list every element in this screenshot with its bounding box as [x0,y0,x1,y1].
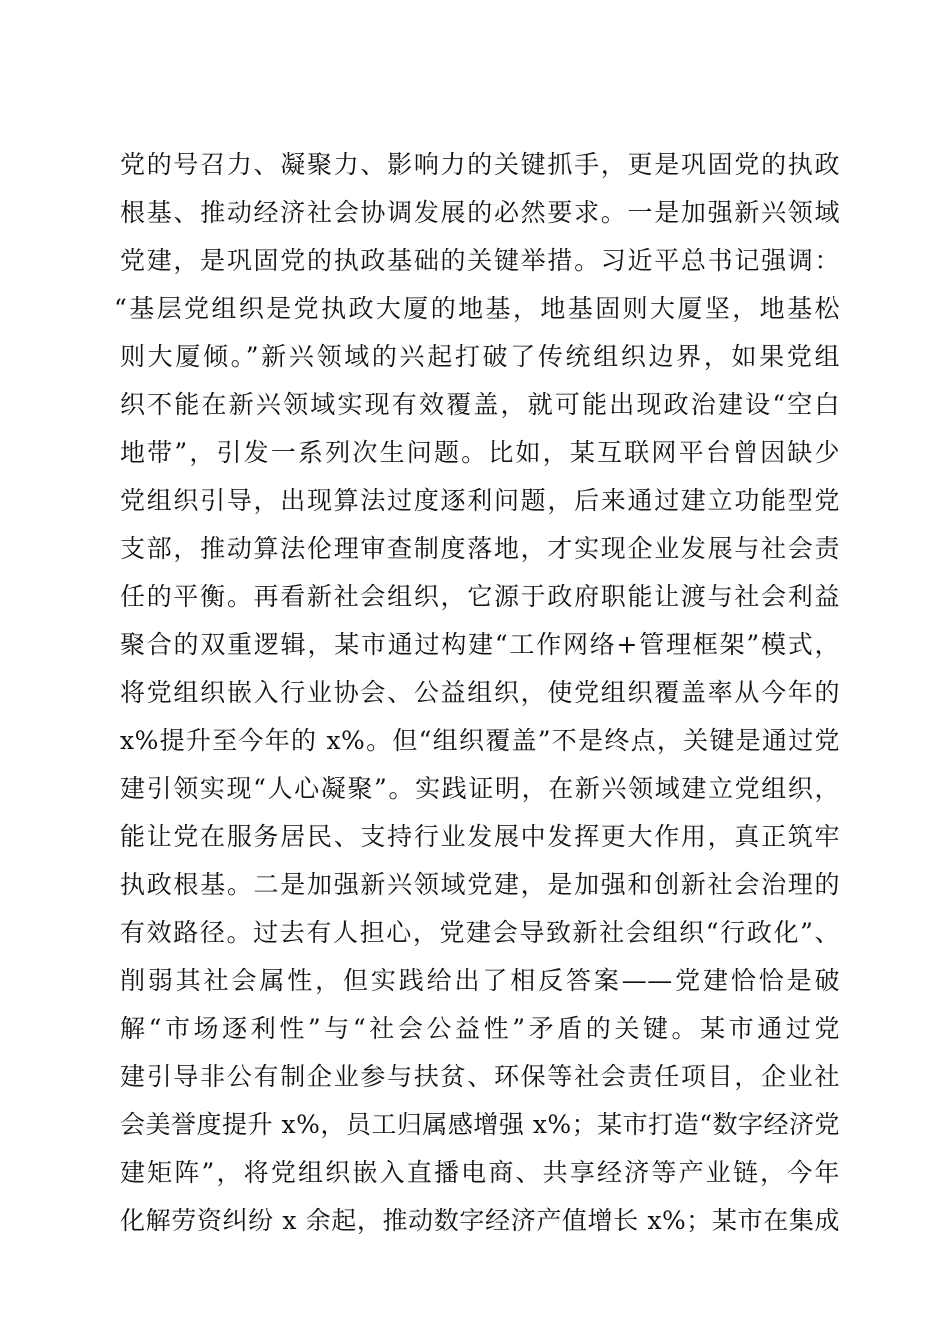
text-line-23: 化解劳资纠纷 x 余起，推动数字经济产值增长 x%；某市在集成 [120,1206,840,1235]
text-line-6: 织不能在新兴领域实现有效覆盖，就可能出现政治建设“空白 [120,390,840,419]
text-line-16: 执政根基。二是加强新兴领域党建，是加强和创新社会治理的 [120,870,840,899]
text-line-9: 支部，推动算法伦理审查制度落地，才实现企业发展与社会责 [120,534,840,563]
text-line-2: 根基、推动经济社会协调发展的必然要求。一是加强新兴领域 [120,198,840,227]
text-line-13: x%提升至今年的 x%。但“组织覆盖”不是终点，关键是通过党 [120,726,840,755]
text-line-18: 削弱其社会属性，但实践给出了相反答案——党建恰恰是破 [120,966,840,995]
text-line-4: “基层党组织是党执政大厦的地基，地基固则大厦坚，地基松 [114,294,840,323]
text-line-14: 建引领实现“人心凝聚”。实践证明，在新兴领域建立党组织， [120,774,840,803]
text-line-20: 建引导非公有制企业参与扶贫、环保等社会责任项目，企业社 [120,1062,840,1091]
text-line-11: 聚合的双重逻辑，某市通过构建“工作网络+管理框架”模式， [120,630,840,659]
text-line-12: 将党组织嵌入行业协会、公益组织，使党组织覆盖率从今年的 [120,678,840,707]
text-line-19: 解“市场逐利性”与“社会公益性”矛盾的关键。某市通过党 [120,1014,840,1043]
text-line-8: 党组织引导，出现算法过度逐利问题，后来通过建立功能型党 [120,486,840,515]
text-line-21: 会美誉度提升 x%，员工归属感增强 x%；某市打造“数字经济党 [120,1110,840,1139]
text-line-22: 建矩阵”，将党组织嵌入直播电商、共享经济等产业链，今年 [120,1158,840,1187]
body-text [114,141,840,1245]
text-line-1: 党的号召力、凝聚力、影响力的关键抓手，更是巩固党的执政 [120,150,840,179]
text-line-10: 任的平衡。再看新社会组织，它源于政府职能让渡与社会利益 [120,582,840,611]
text-line-5: 则大厦倾。”新兴领域的兴起打破了传统组织边界，如果党组 [120,342,840,371]
text-line-7: 地带”，引发一系列次生问题。比如，某互联网平台曾因缺少 [120,438,840,467]
text-line-3: 党建，是巩固党的执政基础的关键举措。习近平总书记强调： [120,246,840,275]
text-line-15: 能让党在服务居民、支持行业发展中发挥更大作用，真正筑牢 [120,822,840,851]
text-line-17: 有效路径。过去有人担心，党建会导致新社会组织“行政化”、 [120,918,840,947]
